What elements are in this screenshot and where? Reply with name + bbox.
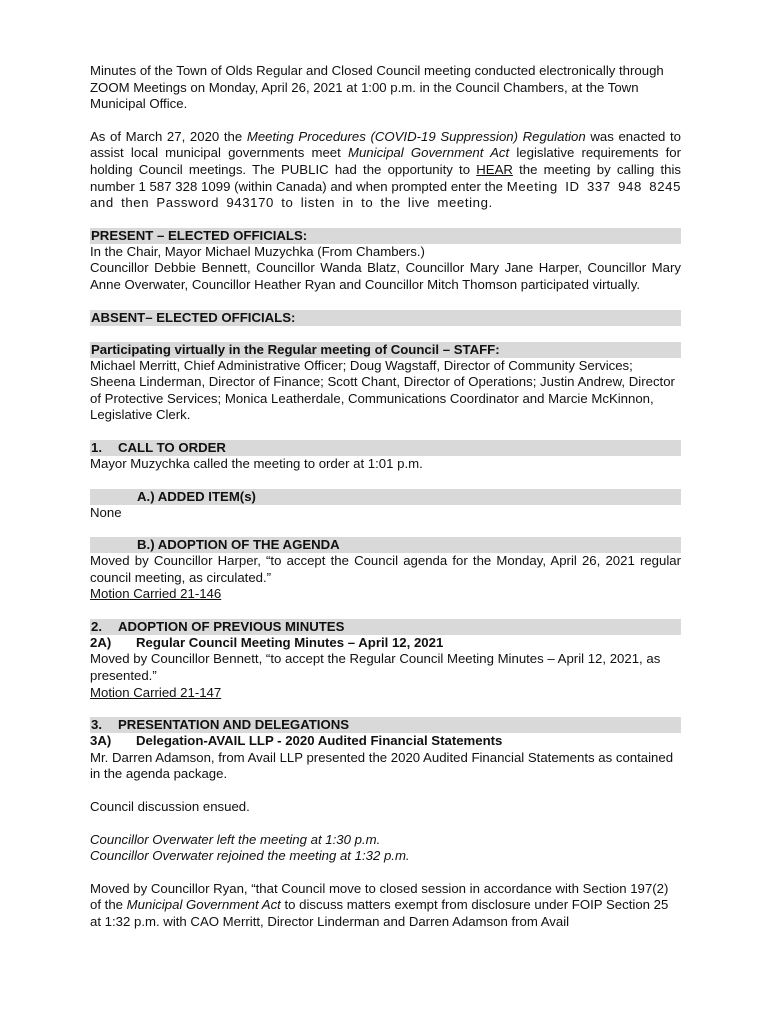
covid-regulation-paragraph: As of March 27, 2020 the Meeting Procedures (COVID-19 Suppression) Regulation was enacted to assist local municipal governments meet Municipal Government Act legislative requirements for holding Council meetings. The PUBLIC had the opportunity to HEAR the meeting by calling this number 1 587 328 1099 (within Canada) and when prompted enter the Meeting ID 337 948 8245 and then Password 943170 to listen in to the live meeting. xyxy=(90,128,682,211)
staff-list: Michael Merritt, Chief Administrative Officer; Doug Wagstaff, Director of Community Services; Sheena Linderman, Director of Finance; Scott Chant, Director of Operations; Justin Andrew, Director of Protective Services; Monica Leatherdale, Communications Coordinator and Marcie McKinnon, Legislative Clerk. xyxy=(90,357,675,423)
call-to-order-text: Mayor Muzychka called the meeting to order at 1:01 p.m. xyxy=(90,455,423,471)
councillor-left-note: Councillor Overwater left the meeting at 1:30 p.m. xyxy=(90,831,381,847)
hear-underlined: HEAR xyxy=(476,161,513,177)
present-heading: PRESENT – ELECTED OFFICIALS: xyxy=(90,228,681,244)
regulation-title: Meeting Procedures (COVID-19 Suppression) Regulation xyxy=(246,128,586,144)
motion-carried-146: Motion Carried 21-146 xyxy=(90,586,222,602)
closed-session-motion: Moved by Councillor Ryan, “that Council move to closed session in accordance with Section 197(2) of the Municipal Government Act to discuss matters exempt from disclosure under FOIP Section 25 at 1:32 p.m. with CAO Merritt, Director Linderman and Darren Adamson from Avail xyxy=(90,880,669,929)
minutes-motion-text: Moved by Councillor Bennett, “to accept the Regular Council Meeting Minutes – April 12, 2021, as presented.” xyxy=(90,651,661,684)
added-items-heading: A.) ADDED ITEM(s) xyxy=(90,489,681,505)
section-2a-title: 2A) Regular Council Meeting Minutes – April 12, 2021 xyxy=(90,634,444,650)
intro-paragraph: Minutes of the Town of Olds Regular and Closed Council meeting conducted electronically through ZOOM Meetings on Monday, April 26, 2021 at 1:00 p.m. in the Council Chambers, at the Town Municipal Office. xyxy=(90,63,664,112)
agenda-heading: B.) ADOPTION OF THE AGENDA xyxy=(90,537,681,553)
minutes-body xyxy=(90,63,681,931)
section-2-heading: 2. ADOPTION OF PREVIOUS MINUTES xyxy=(90,619,681,635)
added-items-text: None xyxy=(90,504,122,520)
delegation-text: Mr. Darren Adamson, from Avail LLP presented the 2020 Audited Financial Statements as contained in the agenda package. xyxy=(90,749,674,782)
absent-heading: ABSENT– ELECTED OFFICIALS: xyxy=(90,310,681,326)
chair-line: In the Chair, Mayor Michael Muzychka (From Chambers.) xyxy=(90,243,425,259)
agenda-motion-text: Moved by Councillor Harper, “to accept the Council agenda for the Monday, April 26, 2021 regular council meeting, as circulated.” xyxy=(90,553,681,585)
section-1-heading: 1. CALL TO ORDER xyxy=(90,440,681,456)
councillor-rejoined-note: Councillor Overwater rejoined the meeting at 1:32 p.m. xyxy=(90,848,410,864)
councillors-present: Councillor Debbie Bennett, Councillor Wanda Blatz, Councillor Mary Jane Harper, Councillor Mary Anne Overwater, Councillor Heather Ryan and Councillor Mitch Thomson participated virtually. xyxy=(90,260,681,292)
motion-carried-147: Motion Carried 21-147 xyxy=(90,684,222,700)
discussion-text: Council discussion ensued. xyxy=(90,799,250,815)
section-3a-title: 3A) Delegation-AVAIL LLP - 2020 Audited Financial Statements xyxy=(90,733,503,749)
section-3-heading: 3. PRESENTATION AND DELEGATIONS xyxy=(90,717,681,733)
staff-heading: Participating virtually in the Regular meeting of Council – STAFF: xyxy=(90,342,681,358)
act-title: Municipal Government Act xyxy=(347,145,510,161)
